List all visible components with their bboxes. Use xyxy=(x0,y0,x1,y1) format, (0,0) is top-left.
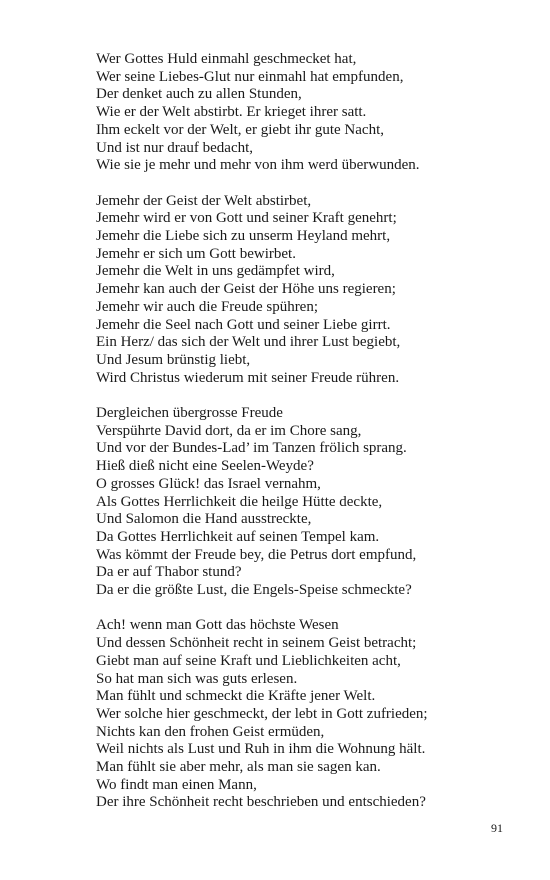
poem-line: Giebt man auf seine Kraft und Lieblichkeiten acht, xyxy=(96,652,401,669)
poem-line: Wer Gottes Huld einmahl geschmecket hat, xyxy=(96,51,357,67)
poem-line: Und Jesum brünstig liebt, xyxy=(96,351,251,368)
poem-line: Wird Christus wiederum mit seiner Freude rühren. xyxy=(96,369,400,386)
poem-line: Wer solche hier geschmeckt, der lebt in Gott zufrieden; xyxy=(96,705,428,722)
poem-text xyxy=(96,51,536,830)
poem-line: Man fühlt und schmeckt die Kräfte jener Welt. xyxy=(96,688,376,705)
poem-line: Jemehr der Geist der Welt abstirbet, xyxy=(96,192,312,209)
poem-line: Jemehr die Seel nach Gott und seiner Liebe girrt. xyxy=(96,316,391,333)
poem-line: Dergleichen übergrosse Freude xyxy=(96,405,283,422)
poem-line: Jemehr wird er von Gott und seiner Kraft genehrt; xyxy=(96,210,397,227)
stanza-3 xyxy=(96,405,536,600)
poem-line: Jemehr er sich um Gott bewirbet. xyxy=(96,245,296,262)
poem-line: Und ist nur drauf bedacht, xyxy=(96,139,254,156)
poem-line: Jemehr die Welt in uns gedämpfet wird, xyxy=(96,263,335,280)
poem-line: Was kömmt der Freude bey, die Petrus dort empfund, xyxy=(96,546,417,563)
stanza-1 xyxy=(96,51,536,175)
page-number: 91 xyxy=(491,821,503,835)
poem-line: Der denket auch zu allen Stunden, xyxy=(96,86,302,103)
poem-line: Ach! wenn man Gott das höchste Wesen xyxy=(96,617,339,634)
poem-line: Hieß dieß nicht eine Seelen-Weyde? xyxy=(96,458,314,475)
poem-line: Man fühlt sie aber mehr, als man sie sagen kan. xyxy=(96,759,381,776)
poem-line: Und Salomon die Hand ausstreckte, xyxy=(96,511,312,528)
poem-line: Jemehr wir auch die Freude spühren; xyxy=(96,298,319,315)
poem-line: Und dessen Schönheit recht in seinem Geist betracht; xyxy=(96,635,417,652)
poem-line: Wer seine Liebes-Glut nur einmahl hat empfunden, xyxy=(96,68,404,85)
poem-line: Wie er der Welt abstirbt. Er krieget ihrer satt. xyxy=(96,104,367,121)
poem-line: Wo findt man einen Mann, xyxy=(96,776,257,793)
poem-line: Jemehr kan auch der Geist der Höhe uns regieren; xyxy=(96,281,396,298)
poem-line: Der ihre Schönheit recht beschrieben und entschieden? xyxy=(96,794,426,811)
poem-line: Nichts kan den frohen Geist ermüden, xyxy=(96,723,325,740)
poem-line: Und vor der Bundes-Lad’ im Tanzen frölich sprang. xyxy=(96,440,407,457)
poem-line: So hat man sich was guts erlesen. xyxy=(96,670,298,687)
poem-line: Ein Herz/ das sich der Welt und ihrer Lust begiebt, xyxy=(96,334,401,351)
poem-line: Da er die größte Lust, die Engels-Speise schmeckte? xyxy=(96,582,412,599)
stanza-4 xyxy=(96,617,536,812)
poem-line: Da Gottes Herrlichkeit auf seinen Tempel kam. xyxy=(96,528,380,545)
poem-line: Verspührte David dort, da er im Chore sang, xyxy=(96,422,362,439)
poem-line: Wie sie je mehr und mehr von ihm werd überwunden. xyxy=(96,157,420,174)
poem-line: Weil nichts als Lust und Ruh in ihm die Wohnung hält. xyxy=(96,741,426,758)
stanza-2 xyxy=(96,193,536,388)
poem-line: Da er auf Thabor stund? xyxy=(96,564,242,581)
poem-line: Ihm eckelt vor der Welt, er giebt ihr gute Nacht, xyxy=(96,121,384,138)
poem-line: Als Gottes Herrlichkeit die heilge Hütte deckte, xyxy=(96,493,383,510)
poem-line: Jemehr die Liebe sich zu unserm Heyland mehrt, xyxy=(96,228,391,245)
poem-line: O grosses Glück! das Israel vernahm, xyxy=(96,475,321,492)
